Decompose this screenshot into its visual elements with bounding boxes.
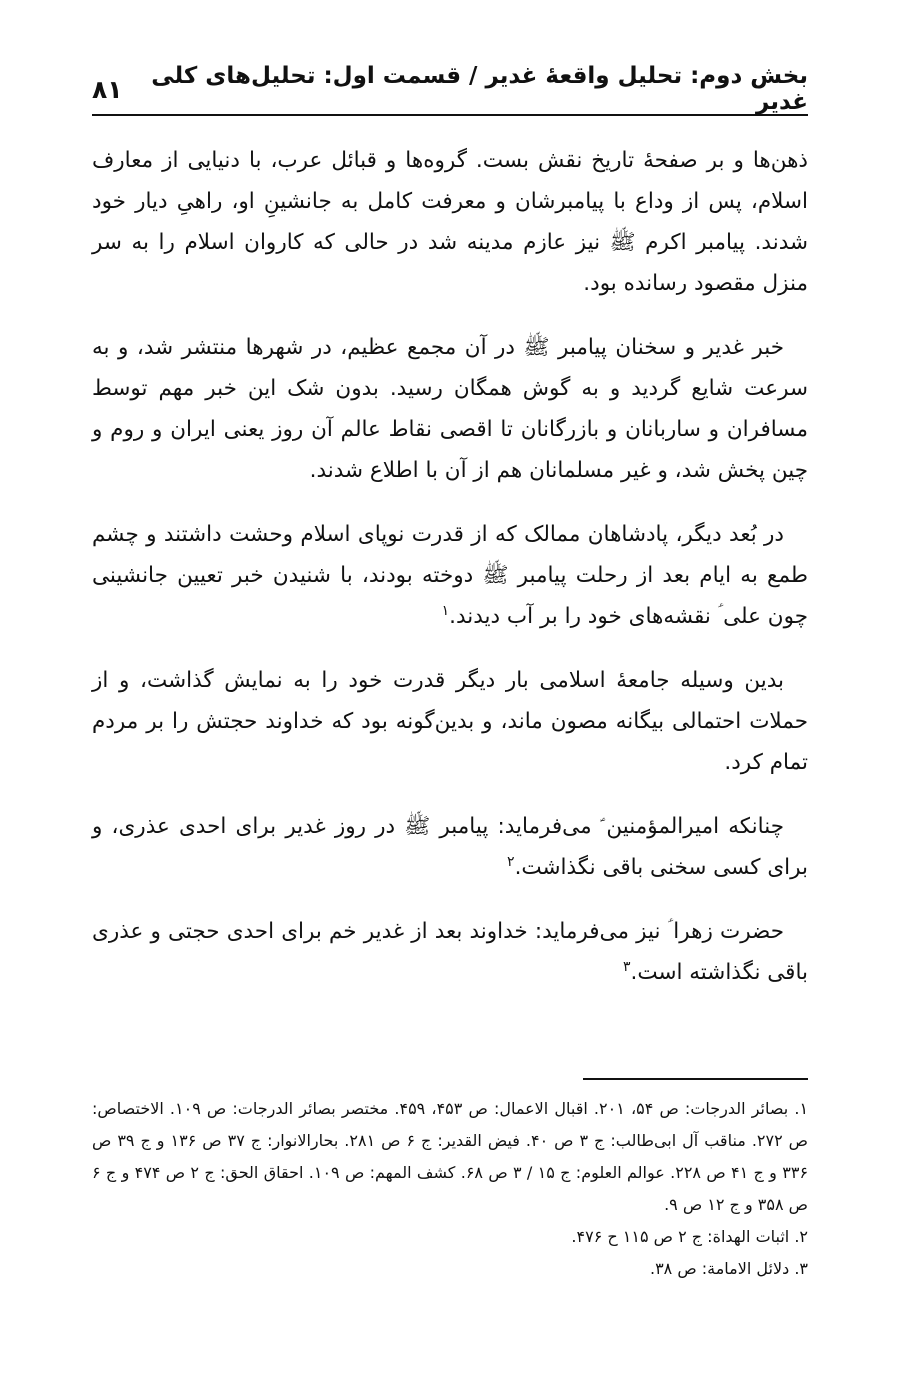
paragraph	[92, 911, 808, 993]
footnote-ref[interactable]: ۱	[441, 602, 450, 619]
running-head: بخش دوم: تحلیل واقعهٔ غدیر / قسمت اول: تحلیل‌های کلی غدیر	[151, 63, 808, 115]
footnotes	[92, 1093, 808, 1285]
paragraph	[92, 514, 808, 637]
paragraph	[92, 806, 808, 888]
paragraph-text: ذهن‌ها و بر صفحهٔ تاریخ نقش بست. گروه‌ها و قبائل عرب، با دنیایی از معارف اسلام، پس از وداع با پیامبرشان و معرفت کامل به جانشینِ او، راهیِ دیار خود شدند. پیامبر اکرم ﷺ نیز عازم مدینه شد در حالی که کاروان اسلام را به سر منزل مقصود رسانده بود.	[92, 148, 808, 296]
paragraph	[92, 660, 808, 783]
paragraph-text: در بُعد دیگر، پادشاهان ممالک که از قدرت نوپای اسلام وحشت داشتند و چشم طمع به ایام بعد از رحلت پیامبر ﷺ دوخته بودند، با شنیدن خبر تعیین جانشینی چون علی ؑ نقشه‌های خود را بر آب دیدند.	[92, 522, 808, 629]
page-header	[92, 64, 808, 116]
footnote-ref[interactable]: ۳	[622, 958, 631, 975]
paragraph-text: بدین وسیله جامعهٔ اسلامی بار دیگر قدرت خود را به نمایش گذاشت، و از حملات احتمالی بیگانه مصون ماند، و بدین‌گونه بود که خداوند حجتش را بر مردم تمام کرد.	[92, 668, 808, 775]
paragraph-text: حضرت زهرا ؑ نیز می‌فرماید: خداوند بعد از غدیر خم برای احدی حجتی و عذری باقی نگذاشته است.	[92, 919, 808, 985]
paragraph-text: چنانکه امیرالمؤمنین ؑ می‌فرماید: پیامبر ﷺ در روز غدیر برای احدی عذری، و برای کسی سخنی باقی نگذاشت.	[92, 814, 808, 880]
footnote-item: ۱. بصائر الدرجات: ص ۵۴، ۲۰۱. اقبال الاعمال: ص ۴۵۳، ۴۵۹. مختصر بصائر الدرجات: ص ۱۰۹. الاختصاص: ص ۲۷۲. مناقب آل ابی‌طالب: ج ۳ ص ۴۰. فیض القدیر: ج ۶ ص ۲۸۱. بحارالانوار: ج ۳۷ ص ۱۳۶ و ج ۳۹ ص ۳۳۶ و ج ۴۱ ص ۲۲۸. عوالم العلوم: ج ۱۵ / ۳ ص ۶۸. کشف المهم: ص ۱۰۹. احقاق الحق: ج ۲ ص ۴۷۴ و ج ۶ ص ۳۵۸ و ج ۱۲ ص ۹.	[92, 1099, 809, 1214]
footnote-item: ۲. اثبات الهداة: ج ۲ ص ۱۱۵ ح ۴۷۶.	[571, 1227, 808, 1246]
paragraph-text: خبر غدیر و سخنان پیامبر ﷺ در آن مجمع عظیم، در شهرها منتشر شد، و به سرعت شایع گردید و به گوش همگان رسید. بدون شک این خبر مهم توسط مسافران و ساربانان و بازرگانان تا اقصی نقاط عالم آن روز یعنی ایران و روم و چین پخش شد، و غیر مسلمانان هم از آن با اطلاع شدند.	[92, 335, 808, 483]
paragraph	[92, 327, 808, 491]
footnote-item: ۳. دلائل الامامة: ص ۳۸.	[649, 1259, 808, 1278]
footnote-divider	[583, 1078, 808, 1080]
body-text	[92, 140, 808, 1016]
paragraph	[92, 140, 808, 304]
page-number: ۸۱	[92, 74, 123, 104]
footnote-ref[interactable]: ۲	[507, 853, 515, 870]
